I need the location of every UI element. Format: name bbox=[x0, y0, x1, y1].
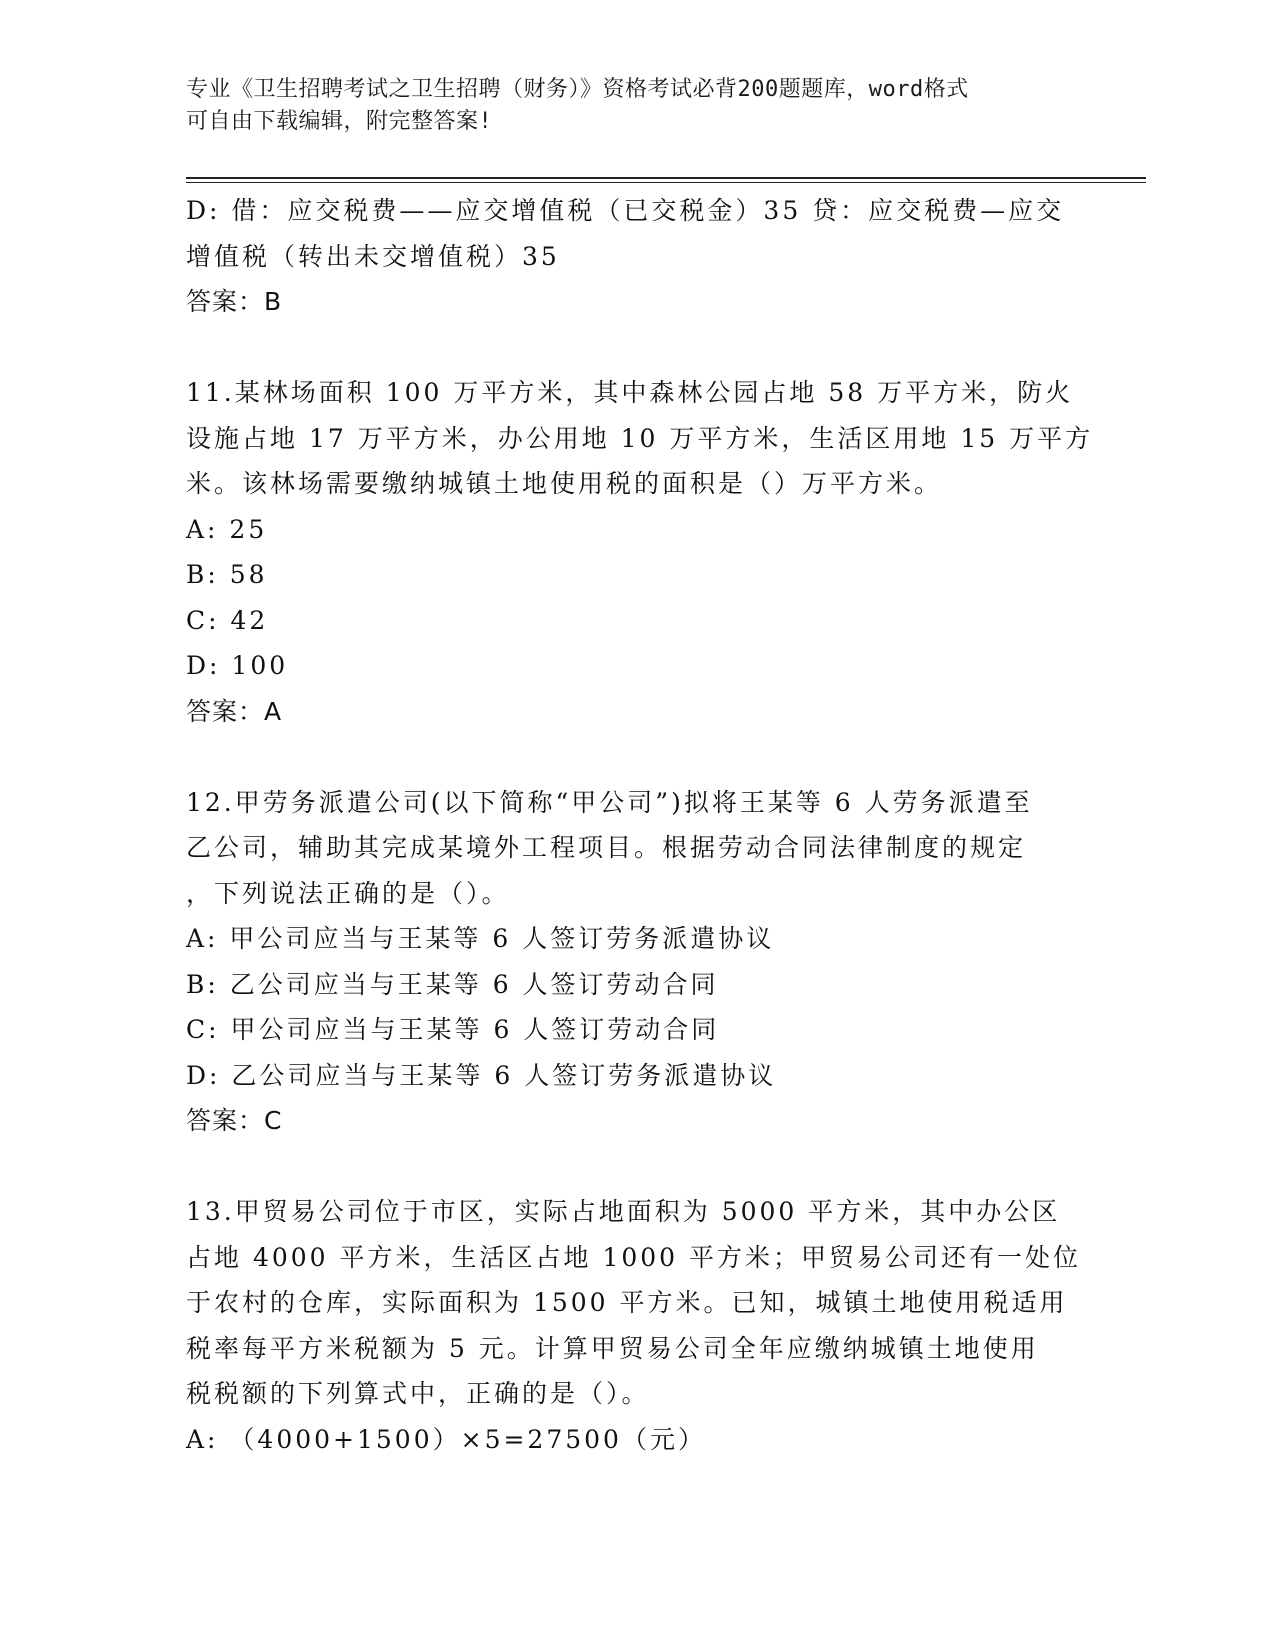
question-stem-line: 税率每平方米税额为 5 元。计算甲贸易公司全年应缴纳城镇土地使用 bbox=[186, 1333, 1039, 1363]
option-c: C: 42 bbox=[186, 605, 269, 635]
question-stem-line: 13.甲贸易公司位于市区，实际占地面积为 5000 平方米，其中办公区 bbox=[186, 1197, 1061, 1226]
question-10-continuation bbox=[186, 188, 1086, 325]
header-title-line-1: 专业《卫生招聘考试之卫生招聘（财务）》资格考试必背200题题库，word格式 bbox=[186, 77, 969, 102]
question-stem-line: 设施占地 17 万平方米，办公用地 10 万平方米，生活区用地 15 万平方 bbox=[186, 423, 1094, 453]
option-b: B: 58 bbox=[186, 560, 268, 589]
document-body bbox=[186, 188, 1094, 1462]
spacer bbox=[186, 734, 1086, 780]
answer-label: 答案：B bbox=[186, 287, 283, 316]
header-title-line-2: 可自由下载编辑，附完整答案! bbox=[186, 109, 493, 134]
option-d: D: 乙公司应当与王某等 6 人签订劳务派遣协议 bbox=[186, 1060, 777, 1090]
question-stem-line: 11.某林场面积 100 万平方米，其中森林公园占地 58 万平方米，防火 bbox=[186, 378, 1074, 407]
question-stem-line: 12.甲劳务派遣公司(以下简称“甲公司”)拟将王某等 6 人劳务派遣至 bbox=[186, 787, 1033, 817]
question-12 bbox=[186, 780, 1086, 1144]
question-stem-line: 米。该林场需要缴纳城镇土地使用税的面积是（）万平方米。 bbox=[186, 469, 943, 498]
spacer bbox=[186, 1144, 1086, 1190]
option-b: B: 乙公司应当与王某等 6 人签订劳动合同 bbox=[186, 969, 719, 999]
question-stem-line: 乙公司，辅助其完成某境外工程项目。根据劳动合同法律制度的规定 bbox=[186, 833, 1027, 862]
option-a: A: 甲公司应当与王某等 6 人签订劳务派遣协议 bbox=[186, 924, 775, 953]
option-d: D: 100 bbox=[186, 651, 289, 680]
option-d-line-1: D: 借：应交税费——应交增值税（已交税金）35 贷：应交税费—应交 bbox=[186, 196, 1065, 225]
answer-label: 答案：C bbox=[186, 1106, 283, 1135]
answer-label: 答案：A bbox=[186, 696, 283, 726]
question-stem-line: 税税额的下列算式中，正确的是（）。 bbox=[186, 1379, 650, 1408]
question-stem-line: ，下列说法正确的是（）。 bbox=[186, 878, 510, 908]
option-a: A: （4000+1500）×5=27500（元） bbox=[186, 1424, 706, 1454]
option-d-line-2: 增值税（转出未交增值税）35 bbox=[186, 241, 560, 271]
question-stem-line: 占地 4000 平方米，生活区占地 1000 平方米；甲贸易公司还有一处位 bbox=[186, 1242, 1082, 1272]
document-header bbox=[186, 74, 1066, 138]
option-a: A: 25 bbox=[186, 514, 268, 544]
question-stem-line: 于农村的仓库，实际面积为 1500 平方米。已知，城镇土地使用税适用 bbox=[186, 1288, 1068, 1317]
question-13 bbox=[186, 1189, 1086, 1462]
question-11 bbox=[186, 370, 1094, 734]
option-c: C: 甲公司应当与王某等 6 人签订劳动合同 bbox=[186, 1015, 720, 1044]
spacer bbox=[186, 325, 1086, 371]
header-divider bbox=[186, 177, 1146, 183]
